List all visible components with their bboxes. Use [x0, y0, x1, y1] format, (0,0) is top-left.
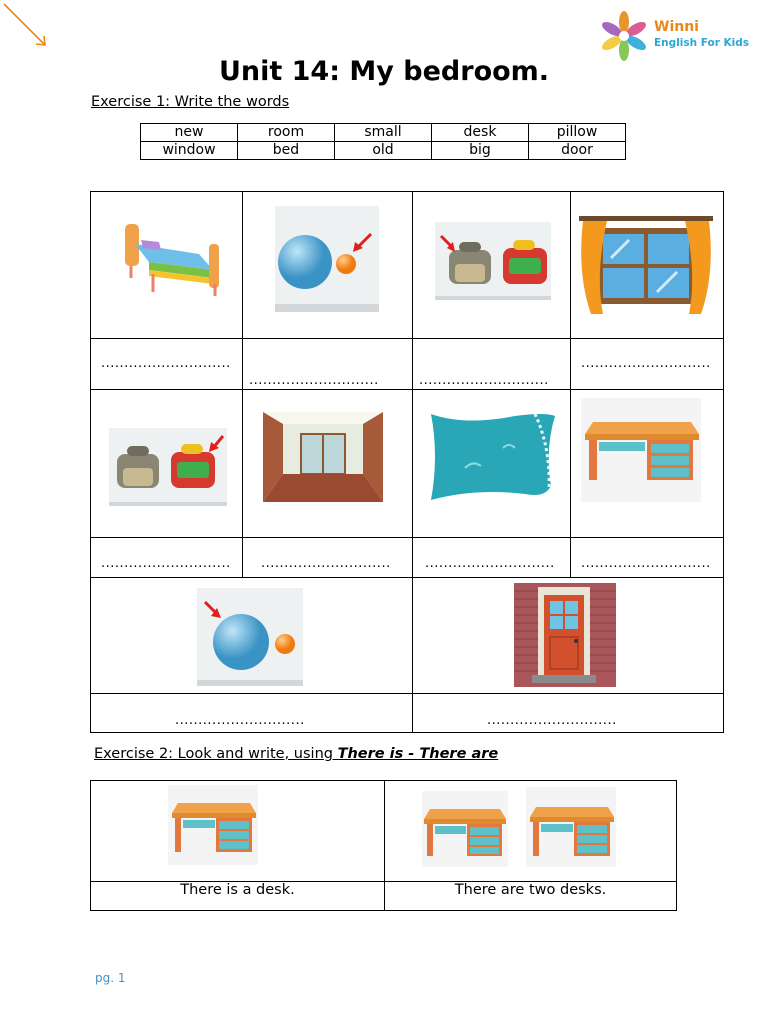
answer-blank[interactable]: ............................ — [425, 556, 555, 571]
desk-icon — [526, 787, 616, 867]
exercise1-picture-grid — [90, 191, 724, 733]
answer-blank[interactable]: ............................ — [175, 713, 305, 728]
room-icon — [263, 412, 383, 502]
logo-tagline: English For Kids — [654, 37, 750, 49]
bed-icon — [119, 214, 223, 298]
page-number: pg. 1 — [95, 971, 126, 985]
word-bank-table — [140, 123, 626, 160]
word-cell: pillow — [529, 124, 626, 142]
door-icon — [514, 583, 616, 687]
answer-blank[interactable]: ............................ — [101, 356, 231, 371]
desk-icon — [581, 398, 701, 502]
exercise2-heading — [94, 746, 498, 762]
word-cell: big — [432, 142, 529, 160]
word-cell: old — [335, 142, 432, 160]
answer-blank[interactable]: ............................ — [249, 373, 379, 388]
word-cell: bed — [238, 142, 335, 160]
exercise2-heading-emphasis: There is - There are — [337, 746, 499, 762]
page-title: Unit 14: My bedroom. — [218, 56, 550, 87]
exercise2-table — [90, 780, 677, 911]
caption-there-is: There is a desk. — [180, 882, 295, 898]
window-icon — [577, 214, 715, 318]
word-cell: desk — [432, 124, 529, 142]
exercise1-heading: Exercise 1: Write the words — [91, 94, 290, 110]
answer-blank[interactable]: ............................ — [419, 373, 549, 388]
word-cell: window — [141, 142, 238, 160]
big-ball-icon — [197, 588, 303, 686]
answer-blank[interactable]: ............................ — [487, 713, 617, 728]
big-backpack-icon — [109, 426, 227, 510]
word-cell: small — [335, 124, 432, 142]
word-cell: new — [141, 124, 238, 142]
small-backpack-icon — [435, 206, 551, 322]
desk-icon — [168, 785, 258, 865]
pillow-icon — [425, 408, 561, 504]
answer-blank[interactable]: ............................ — [581, 356, 711, 371]
logo-name: Winni — [654, 19, 699, 35]
word-bank-row — [141, 142, 626, 160]
small-ball-icon — [275, 206, 379, 312]
answer-blank[interactable]: ............................ — [581, 556, 711, 571]
answer-blank[interactable]: ............................ — [101, 556, 231, 571]
desk-icon — [422, 791, 508, 867]
corner-arrow-icon — [0, 0, 50, 50]
word-cell: room — [238, 124, 335, 142]
word-cell: door — [529, 142, 626, 160]
exercise2-heading-prefix: Exercise 2: Look and write, using — [94, 746, 338, 762]
caption-there-are: There are two desks. — [454, 882, 607, 898]
word-bank-row — [141, 124, 626, 142]
answer-blank[interactable]: ............................ — [261, 556, 391, 571]
